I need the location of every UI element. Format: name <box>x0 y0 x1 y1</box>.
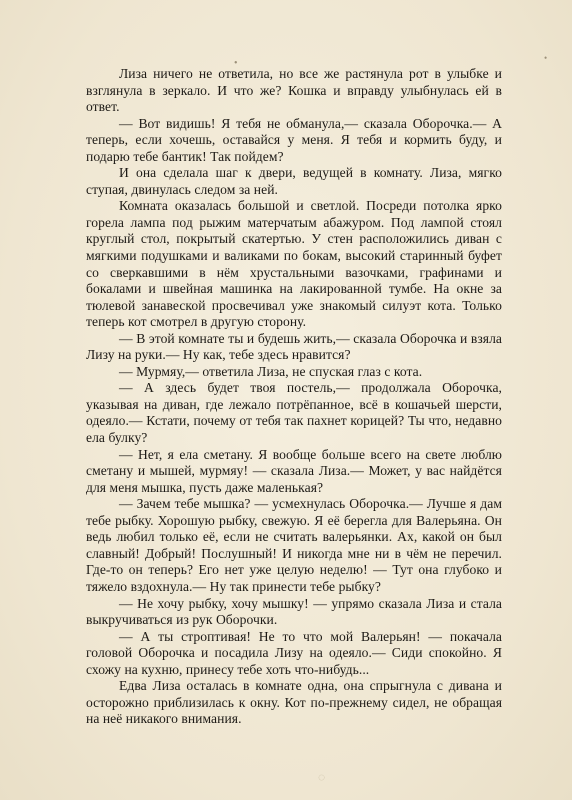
paragraph: — Зачем тебе мышка? — усмехнулась Оборочка.— Лучше я дам тебе рыбку. Хорошую рыбку, свежую. Я её берегла для Валерьяна. Он ведь любил только её, если не считать валерьянки. Ах, какой он был славный! Добрый! Послушный! И никогда мне ни в чём не перечил. Где-то он теперь? Его нет уже целую неделю! — Тут она глубоко и тяжело вздохнула.— Ну так принести тебе рыбку? <box>86 496 502 594</box>
paragraph: — В этой комнате ты и будешь жить,— сказала Оборочка и взяла Лизу на руки.— Ну как, тебе здесь нравится? <box>86 330 502 363</box>
paragraph: — Не хочу рыбку, хочу мышку! — упрямо сказала Лиза и стала выкручиваться из рук Оборочки. <box>86 595 502 628</box>
paragraph: Лиза ничего не ответила, но все же растянула рот в улыбке и взглянула в зеркало. И что же? Кошка и вправду улыбнулась ей в ответ. <box>86 66 502 115</box>
paragraph: — Мурмяу,— ответила Лиза, не спуская глаз с кота. <box>119 363 423 379</box>
paragraph: — А здесь будет твоя постель,— продолжала Оборочка, указывая на диван, где лежало потрёпанное, всё в кошачьей шерсти, одеяло.— Кстати, почему от тебя так пахнет корицей? Ты что, недавно ела булку? <box>86 380 502 446</box>
paragraph: — Нет, я ела сметану. Я вообще больше всего на свете люблю сметану и мышей, мурмяу! — сказала Лиза.— Может, у вас найдётся для меня мышка, пусть даже маленькая? <box>86 446 502 495</box>
print-speck: • <box>544 53 548 63</box>
paragraph: И она сделала шаг к двери, ведущей в комнату. Лиза, мягко ступая, двинулась следом за ней. <box>86 165 502 197</box>
paper-stain: ◌ <box>318 770 326 784</box>
paragraph: Едва Лиза осталась в комнате одна, она спрыгнула с дивана и осторожно приблизилась к окну. Кот по-прежнему сидел, не обращая на неё никакого внимания. <box>86 678 502 727</box>
print-speck: • <box>234 58 238 69</box>
story-text <box>86 66 502 728</box>
paragraph: — А ты строптивая! Не то что мой Валерьян! — покачала головой Оборочка и посадила Лизу на одеяло.— Сиди спокойно. Я схожу на кухню, принесу тебе хоть что-нибудь... <box>86 628 502 677</box>
paragraph: Комната оказалась большой и светлой. Посреди потолка ярко горела лампа под рыжим матерчатым абажуром. Под лампой стоял круглый стол, покрытый скатертью. У стен расположились диван с мягкими подушками и валиками по бокам, высокий старинный буфет со сверкавшими в нём хрустальными вазочками, графинами и бокалами и швейная машинка на лакированной тумбе. На окне за тюлевой занавеской просвечивал уже знакомый силуэт кота. Только теперь кот смотрел в другую сторону. <box>86 198 502 330</box>
paragraph: — Вот видишь! Я тебя не обманула,— сказала Оборочка.— А теперь, если хочешь, оставайся у меня. Я тебя и кормить буду, и подарю тебе бантик! Так пойдем? <box>86 115 502 164</box>
